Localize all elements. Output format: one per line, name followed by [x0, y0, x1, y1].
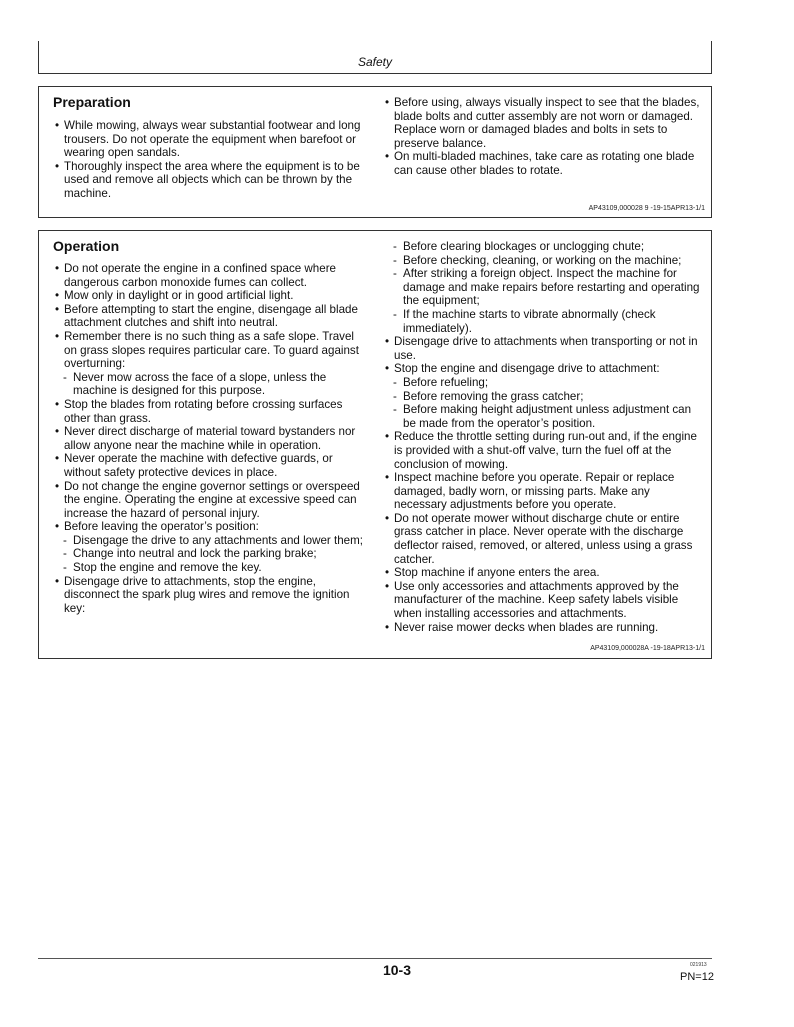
- list-item: • Do not operate mower without discharge chute or entire grass catcher in place. Never operate with the discharge deflector raised, removed, or altered, unless using a grass catcher.: [385, 512, 703, 566]
- operation-right-list: [385, 240, 703, 634]
- preparation-left-column: [55, 119, 363, 201]
- list-item: • Use only accessories and attachments approved by the manufacturer of the machine. Keep safety labels visible when installing accessories and attachments.: [385, 580, 703, 621]
- list-subitem: - After striking a foreign object. Inspect the machine for damage and make repairs before restarting and operating the equipment;: [385, 267, 703, 308]
- document-code: AP43109,000028 9 -19-15APR13-1/1: [588, 205, 705, 212]
- operation-title: Operation: [53, 238, 120, 254]
- list-item: • Remember there is no such thing as a safe slope. Travel on grass slopes requires particular care. To guard against overturning:: [55, 330, 365, 371]
- list-item: • Reduce the throttle setting during run-out and, if the engine is provided with a shut-off valve, turn the fuel off at the conclusion of mowing.: [385, 430, 703, 471]
- list-item: • Before using, always visually inspect to see that the blades, blade bolts and cutter assembly are not worn or damaged. Replace worn or damaged blades and bolts in sets to preserve balance.: [385, 96, 703, 150]
- list-item: • Do not operate the engine in a confined space where dangerous carbon monoxide fumes can collect.: [55, 262, 365, 289]
- list-item: • Stop the engine and disengage drive to attachment:: [385, 362, 703, 376]
- preparation-left-list: [55, 119, 363, 201]
- list-item: • Disengage drive to attachments, stop the engine, disconnect the spark plug wires and remove the ignition key:: [55, 575, 365, 616]
- list-subitem: - Never mow across the face of a slope, unless the machine is designed for this purpose.: [55, 371, 365, 398]
- list-item: • Stop machine if anyone enters the area.: [385, 566, 703, 580]
- footer-divider: [38, 958, 712, 959]
- page-header: [38, 41, 712, 74]
- list-subitem: - If the machine starts to vibrate abnormally (check immediately).: [385, 308, 703, 335]
- list-subitem: - Before removing the grass catcher;: [385, 390, 703, 404]
- list-item: • While mowing, always wear substantial footwear and long trousers. Do not operate the equipment when barefoot or wearing open sandals.: [55, 119, 363, 160]
- list-subitem: - Before clearing blockages or unclogging chute;: [385, 240, 703, 254]
- list-item: • Never raise mower decks when blades are running.: [385, 621, 703, 635]
- list-item: • Disengage drive to attachments when transporting or not in use.: [385, 335, 703, 362]
- list-subitem: - Before refueling;: [385, 376, 703, 390]
- list-subitem: - Stop the engine and remove the key.: [55, 561, 365, 575]
- list-subitem: - Change into neutral and lock the parking brake;: [55, 547, 365, 561]
- preparation-title: Preparation: [53, 94, 131, 110]
- list-item: • Before attempting to start the engine, disengage all blade attachment clutches and shift into neutral.: [55, 303, 365, 330]
- preparation-right-list: [385, 96, 703, 178]
- page-number: 10-3: [382, 962, 412, 978]
- operation-left-column: [55, 262, 365, 615]
- operation-section: [38, 230, 712, 659]
- list-subitem: - Before making height adjustment unless adjustment can be made from the operator’s position.: [385, 403, 703, 430]
- preparation-right-column: [385, 96, 703, 178]
- operation-left-list: [55, 262, 365, 615]
- operation-right-column: [385, 240, 703, 634]
- list-item: • On multi-bladed machines, take care as rotating one blade can cause other blades to rotate.: [385, 150, 703, 177]
- list-item: • Mow only in daylight or in good artificial light.: [55, 289, 365, 303]
- footer-pn: PN=12: [680, 971, 714, 983]
- list-item: • Thoroughly inspect the area where the equipment is to be used and remove all objects which can be thrown by the machine.: [55, 160, 363, 201]
- preparation-section: [38, 86, 712, 218]
- list-item: • Inspect machine before you operate. Repair or replace damaged, badly worn, or missing parts. Make any necessary adjustments before you operate.: [385, 471, 703, 512]
- section-header-title: Safety: [357, 55, 393, 69]
- document-code: AP43109,000028A -19-18APR13-1/1: [590, 645, 705, 652]
- list-subitem: - Disengage the drive to any attachments and lower them;: [55, 534, 365, 548]
- list-item: • Do not change the engine governor settings or overspeed the engine. Operating the engine at excessive speed can increase the hazard of personal injury.: [55, 480, 365, 521]
- list-item: • Never direct discharge of material toward bystanders nor allow anyone near the machine while in operation.: [55, 425, 365, 452]
- list-item: • Never operate the machine with defective guards, or without safety protective devices in place.: [55, 452, 365, 479]
- footer-date-code: 021913: [690, 962, 707, 968]
- list-item: • Stop the blades from rotating before crossing surfaces other than grass.: [55, 398, 365, 425]
- list-item: • Before leaving the operator’s position:: [55, 520, 365, 534]
- list-subitem: - Before checking, cleaning, or working on the machine;: [385, 254, 703, 268]
